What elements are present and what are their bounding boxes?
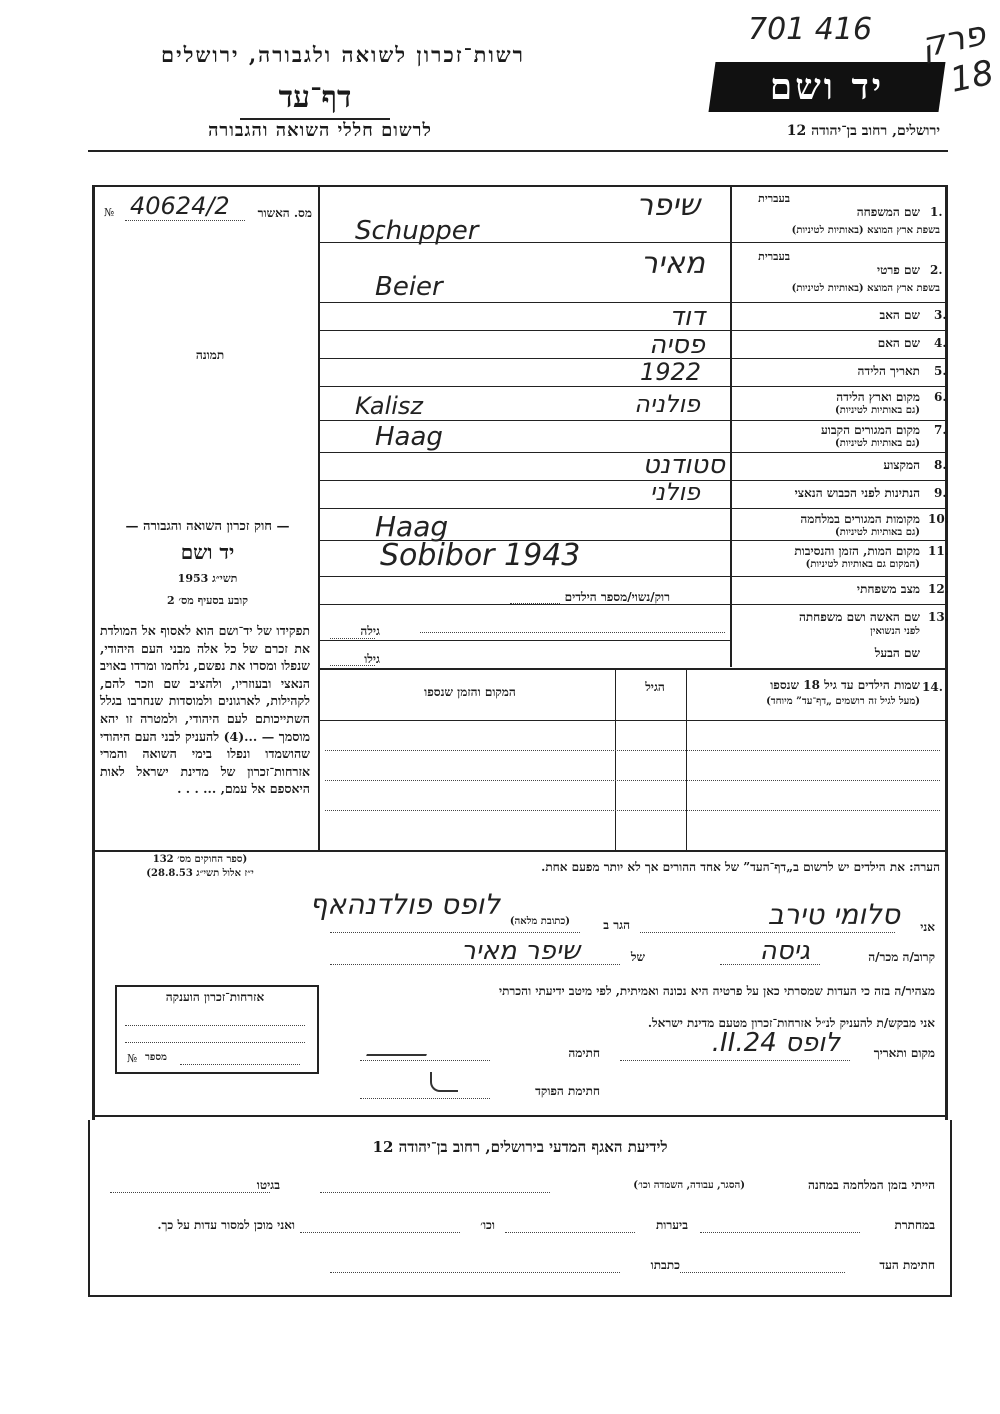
form-subtitle: לרשום חללי השואה והגבורה bbox=[208, 120, 432, 141]
field-11-sublabel: (המקום גם באותיות לטיניות) bbox=[805, 559, 920, 570]
field-5-value: 1922 bbox=[640, 358, 702, 386]
field-4-label: שם האם bbox=[877, 336, 920, 350]
field-12-options: רוק/נשוי/מספר הילדים bbox=[564, 590, 670, 604]
bottom-line1-ghetto: בגיטו bbox=[256, 1178, 280, 1192]
handwritten-reference: 701 416 bbox=[748, 12, 873, 47]
authority-name: רשות־זכרון לשואה ולגבורה, ירושלים bbox=[161, 42, 525, 67]
field-13-sublabel: לפני הנשואין bbox=[870, 626, 920, 637]
signature-label: חתימה bbox=[568, 1046, 600, 1060]
field-1-label: שם המשפחה bbox=[856, 205, 920, 219]
officer-signature-label: חתימת הפוקד bbox=[535, 1084, 600, 1098]
field-7-label: מקום המגורים הקבוע bbox=[821, 423, 920, 437]
children-title: שמות הילדים עד גיל 18 שנספו bbox=[770, 678, 920, 692]
address-hint: (כתובת מלאה) bbox=[509, 916, 570, 927]
field-3-value: דוד bbox=[669, 302, 705, 332]
bottom-line2-willing: ואני מוכן למסור עדות על כך. bbox=[157, 1218, 295, 1232]
field-7-sublabel: (גם באותיות לטיניות) bbox=[834, 438, 920, 449]
relation-value: גיסה bbox=[759, 936, 810, 966]
field-8-value: סטודנט bbox=[642, 450, 725, 480]
field-4-value: פסיה bbox=[649, 330, 705, 360]
photo-label: תמונה bbox=[195, 348, 225, 362]
bottom-line2-forests: ביערות bbox=[655, 1218, 688, 1232]
law-year: תשי״ג 1953 bbox=[177, 572, 238, 585]
bottom-line2-underground: במחתרת bbox=[894, 1218, 935, 1232]
husband-name-label: שם הבעל bbox=[874, 646, 920, 660]
logo-text: יד ושם bbox=[769, 66, 885, 108]
field-2-label: שם פרטי bbox=[877, 263, 920, 277]
request-text: אני מבקש/ת להעניק לנ״ל אזרחות־זכרון מטעם מדינת ישראל. bbox=[647, 1016, 935, 1030]
hebrew-column-label: בעברית bbox=[758, 192, 790, 205]
citizenship-number-label: מספר bbox=[145, 1052, 167, 1063]
address: ירושלים, רחוב בן־יהודה 12 bbox=[786, 123, 940, 139]
children-sublabel: (מעל לגיל זה רושמים „דף־עד” מיוחד) bbox=[766, 696, 920, 707]
bottom-witness-signature: חתימת העד bbox=[879, 1258, 935, 1272]
field-6-number: 6. bbox=[934, 390, 947, 404]
field-6-sublabel: (גם באותיות לטיניות) bbox=[834, 405, 920, 416]
field-11-label: מקום המות, הזמן והנסיבות bbox=[794, 544, 920, 558]
approval-number-value: 40624/2 bbox=[130, 192, 230, 220]
field-6-hebrew-value: פולניה bbox=[634, 390, 700, 418]
hebrew-column-label-2: בעברית bbox=[758, 250, 790, 263]
field-7-number: 7. bbox=[934, 423, 947, 437]
field-9-value: פולני bbox=[649, 478, 700, 506]
law-body: תפקידו של יד־ושם הוא לאסוף אל המולדת את זכרם של כל אלה מבני העם היהודי, שנפלו ומסרו את נפשם, נלחמו ומרדו באויב הנאצי ובעוזריו, ולהציב שם וזכר להם, לקהילות, לארגונים ולמוסדות שנחרבו בגלל השתייכותם לעם היהודי, ולמטרה זו יהא מוסמך — ...(4) להעניק לבני העם היהודי שהושמדו ונפלו בימי השואה והמרי אזרחות־זכרון של מדינת ישראל לאות היאספם אל עמם, ... . . . bbox=[100, 623, 310, 797]
field-13-age-label: גילה bbox=[360, 624, 380, 638]
bottom-address-label: כתבתו bbox=[650, 1258, 680, 1272]
place-date-value: לופס 24.II. bbox=[711, 1028, 840, 1058]
bottom-line1-camp: הייתי בזמן המלחמה במחנה bbox=[807, 1178, 935, 1192]
field-1-sublabel: בשפת ארץ המוצא (באותיות לטיניות) bbox=[791, 225, 940, 236]
field-8-label: המקצוע bbox=[883, 458, 920, 472]
field-8-number: 8. bbox=[934, 458, 947, 472]
field-1-latin-value: Schupper bbox=[355, 216, 479, 246]
field-5-number: 5. bbox=[934, 364, 947, 378]
scientific-dept-title: לידיעת האגף המדעי בירושלים, רחוב בן־יהודה 12 bbox=[372, 1138, 668, 1156]
field-9-number: 9. bbox=[934, 486, 947, 500]
field-10-label: מקומות המגורים במלחמה bbox=[800, 512, 920, 526]
field-1-number: 1. bbox=[930, 205, 943, 219]
bottom-line2-etc: וכו׳ bbox=[480, 1218, 495, 1232]
field-12-label: מצב משפחתי bbox=[856, 582, 920, 596]
approval-no-mark: № bbox=[104, 206, 115, 219]
field-5-label: תאריך הלידה bbox=[857, 364, 920, 378]
place-date-label: מקום ותאריך bbox=[873, 1046, 935, 1060]
field-11-latin-value: Sobibor 1943 bbox=[380, 538, 581, 573]
field-13-number: 13. bbox=[928, 610, 949, 624]
field-3-label: שם האב bbox=[879, 308, 920, 322]
residing-label: הגר ב bbox=[603, 918, 630, 932]
field-2-hebrew-value: מאיר bbox=[640, 246, 705, 281]
declaration-text: מצהיר/ה בזה כי העדות שמסרתי כאן על פרטיה היא נכונה ואמיתית, לפי מיטב ידיעתי והכרתי bbox=[498, 984, 935, 998]
signature-scribble bbox=[366, 1024, 438, 1056]
declarant-label: אני bbox=[920, 920, 935, 934]
field-10-sublabel: (גם באותיות לטיניות) bbox=[834, 527, 920, 538]
officer-signature-scribble bbox=[430, 1072, 458, 1092]
children-note: הערה: את הילדים יש לרשום ב„דף־העד” של אחד ההורים אך לא יותר מפעם אחת. bbox=[541, 860, 940, 874]
field-1-hebrew-value: שיפר bbox=[636, 188, 700, 223]
field-3-number: 3. bbox=[934, 308, 947, 322]
field-10-number: 10. bbox=[928, 512, 949, 526]
field-7-latin-value: Haag bbox=[375, 422, 443, 452]
field-14-number: 14. bbox=[922, 680, 943, 694]
field-2-sublabel: בשפת ארץ המוצא (באותיות לטיניות) bbox=[791, 283, 940, 294]
law-name: יד ושם bbox=[180, 540, 235, 564]
field-6-latin-value: Kalisz bbox=[355, 392, 424, 420]
of-label: של bbox=[630, 950, 645, 964]
law-title: — חוק זכרון השואה והגבורה — bbox=[125, 519, 290, 534]
citizenship-title: אזרחות־זכרון הוענקה bbox=[165, 990, 265, 1004]
field-6-label: מקום וארץ הלידה bbox=[836, 390, 920, 404]
citizenship-no-mark: № bbox=[127, 1052, 138, 1065]
field-2-number: 2. bbox=[930, 263, 943, 277]
form-title: דף־עד bbox=[278, 80, 352, 115]
field-4-number: 4. bbox=[934, 336, 947, 350]
field-9-label: הנתינות לפני הכבוש הנאצי bbox=[794, 486, 920, 500]
field-2-latin-value: Beier bbox=[375, 272, 443, 302]
husband-age-label: גילו bbox=[364, 652, 380, 666]
handwritten-corner-note: פרק 18 bbox=[917, 13, 998, 101]
field-13-label: שם האשה ושם משפחתה bbox=[798, 610, 920, 624]
law-source: (ספר החוקים מס׳ 132 bbox=[152, 854, 248, 865]
law-clause: קובע בסעיף מס׳ 2 bbox=[166, 594, 249, 607]
bottom-line1-hint: (הסגר, עבודה, השמדה וכו׳) bbox=[633, 1180, 745, 1191]
field-10-latin-value: Haag bbox=[375, 510, 449, 543]
children-place-header: המקום והזמן שנספו bbox=[424, 685, 516, 699]
relative-label: קרוב/ה מכר/ה bbox=[868, 950, 935, 964]
declarant-address: לופס פולדנהאף bbox=[309, 888, 500, 921]
field-12-number: 12. bbox=[928, 582, 949, 596]
field-11-number: 11. bbox=[928, 544, 949, 558]
declarant-name: סלומי טירב bbox=[767, 898, 900, 931]
children-age-header: הגיל bbox=[645, 680, 665, 694]
of-value: שיפר מאיר bbox=[461, 936, 580, 966]
approval-number-label: מס. האשור bbox=[257, 206, 312, 220]
law-source-date: י״ז אלול תשי״ג 28.8.53) bbox=[146, 868, 254, 879]
